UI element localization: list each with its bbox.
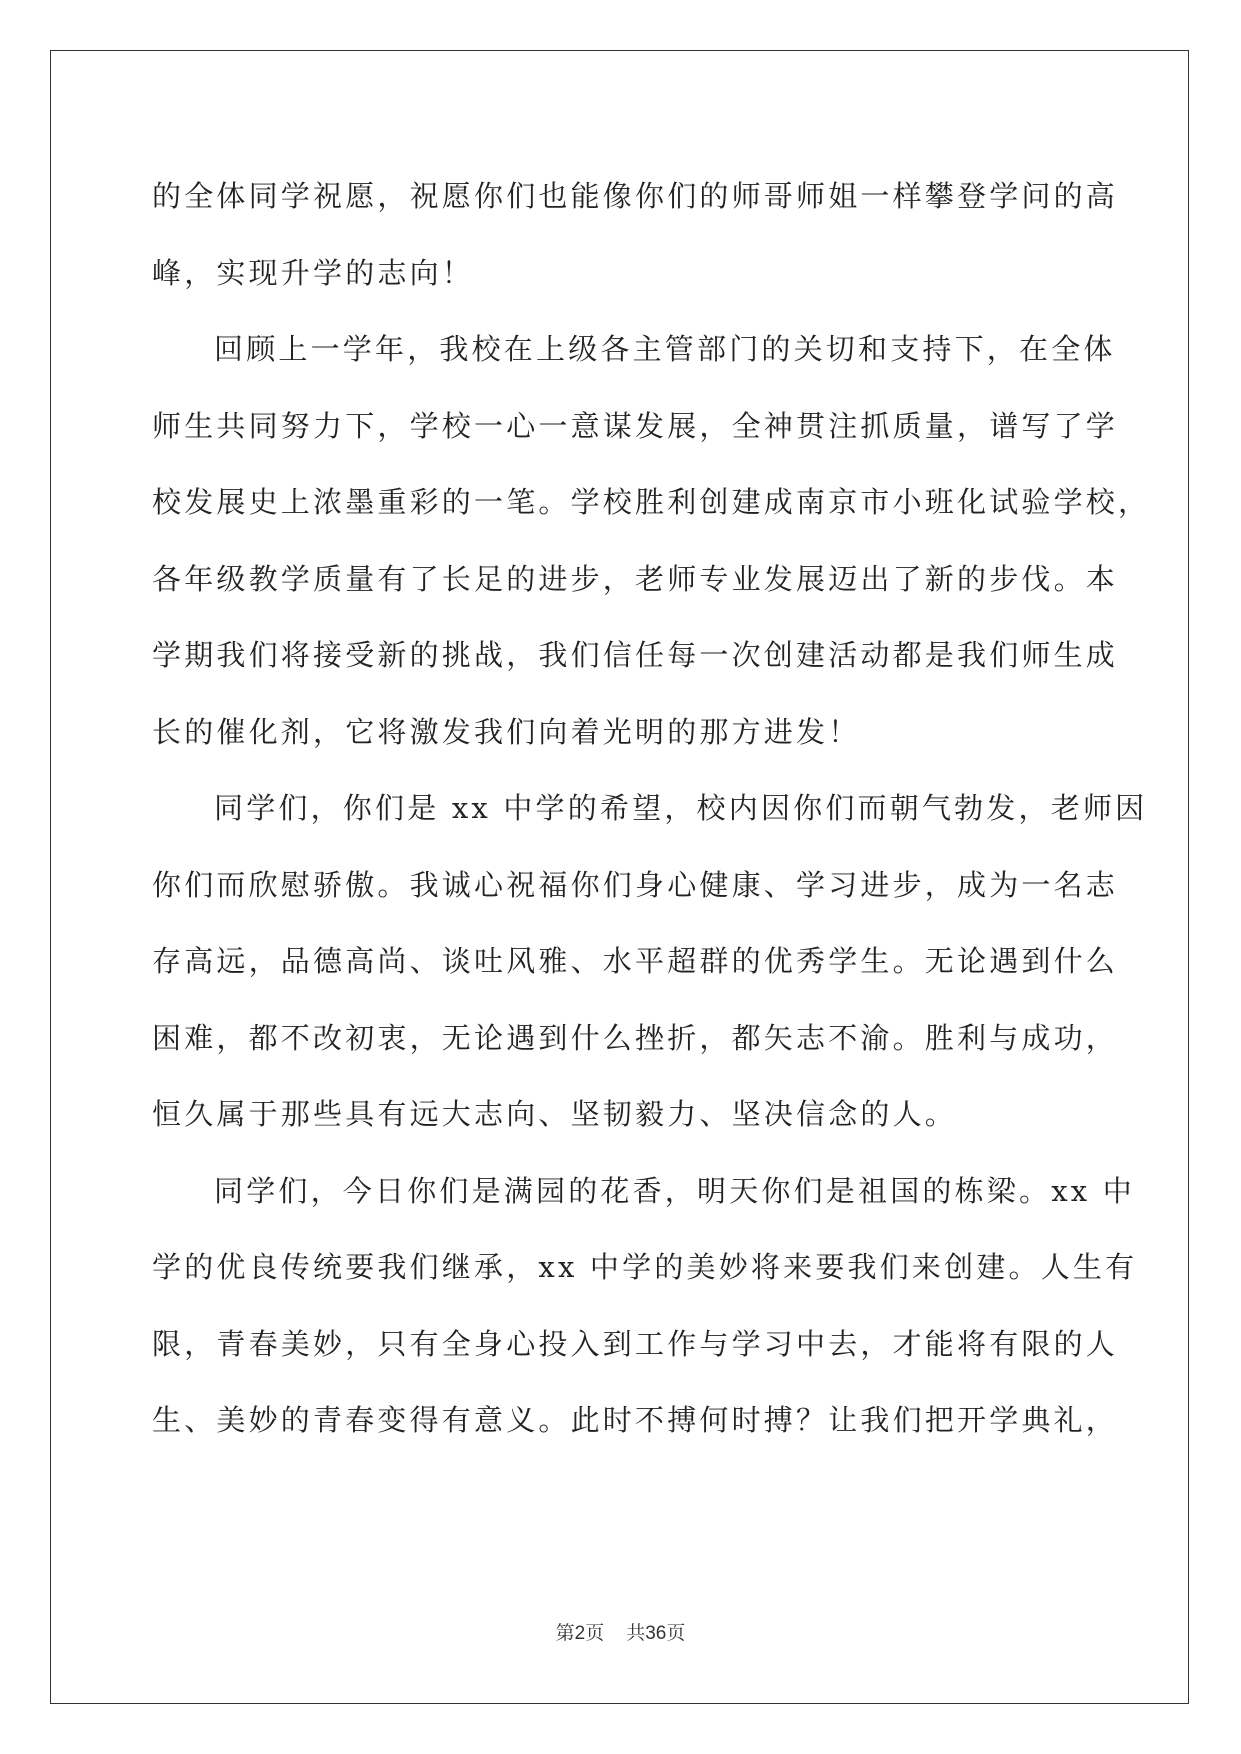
total-suffix: 页: [666, 1622, 686, 1644]
text-line: 你们而欣慰骄傲。我诚心祝福你们身心健康、学习进步，成为一名志: [152, 867, 1119, 902]
page-number: 2: [574, 1623, 586, 1644]
document-body: [152, 158, 1151, 1459]
text-line: 困难，都不改初衷，无论遇到什么挫折，都矢志不渝。胜利与成功，: [152, 1020, 1119, 1055]
text-line: 限，青春美妙，只有全身心投入到工作与学习中去，才能将有限的人: [152, 1326, 1119, 1361]
paragraph-first-line: 同学们，你们是 xx 中学的希望，校内因你们而朝气勃发，老师因: [214, 791, 1148, 825]
total-pages: 36: [645, 1623, 667, 1644]
text-line: 的全体同学祝愿，祝愿你们也能像你们的师哥师姐一样攀登学问的高: [152, 179, 1119, 213]
page-suffix: 页: [585, 1622, 605, 1644]
text-line: 校发展史上浓墨重彩的一笔。学校胜利创建成南京市小班化试验学校，: [152, 485, 1151, 519]
paragraph-first-line: 同学们，今日你们是满园的花香，明天你们是祖国的栋梁。xx 中: [214, 1173, 1135, 1208]
text-line: 师生共同努力下，学校一心一意谋发展，全神贯注抓质量，谱写了学: [152, 408, 1119, 443]
text-line: 生、美妙的青春变得有意义。此时不搏何时搏？让我们把开学典礼，: [152, 1403, 1119, 1437]
text-line: 各年级教学质量有了长足的进步，老师专业发展迈出了新的步伐。本: [152, 561, 1119, 596]
total-prefix: 共: [626, 1622, 646, 1644]
text-line: 峰，实现升学的志向！: [152, 255, 475, 290]
page-footer: [0, 1618, 1241, 1645]
text-line: 学的优良传统要我们继承，xx 中学的美妙将来要我们来创建。人生有: [152, 1250, 1138, 1284]
text-line: 长的催化剂，它将激发我们向着光明的那方进发！: [152, 714, 861, 749]
text-line: 存高远，品德高尚、谈吐风雅、水平超群的优秀学生。无论遇到什么: [152, 944, 1119, 978]
paragraph-first-line: 回顾上一学年，我校在上级各主管部门的关切和支持下，在全体: [214, 332, 1116, 366]
text-line: 恒久属于那些具有远大志向、坚韧毅力、坚决信念的人。: [152, 1097, 958, 1131]
text-line: 学期我们将接受新的挑战，我们信任每一次创建活动都是我们师生成: [152, 638, 1119, 672]
page-prefix: 第: [555, 1622, 575, 1644]
